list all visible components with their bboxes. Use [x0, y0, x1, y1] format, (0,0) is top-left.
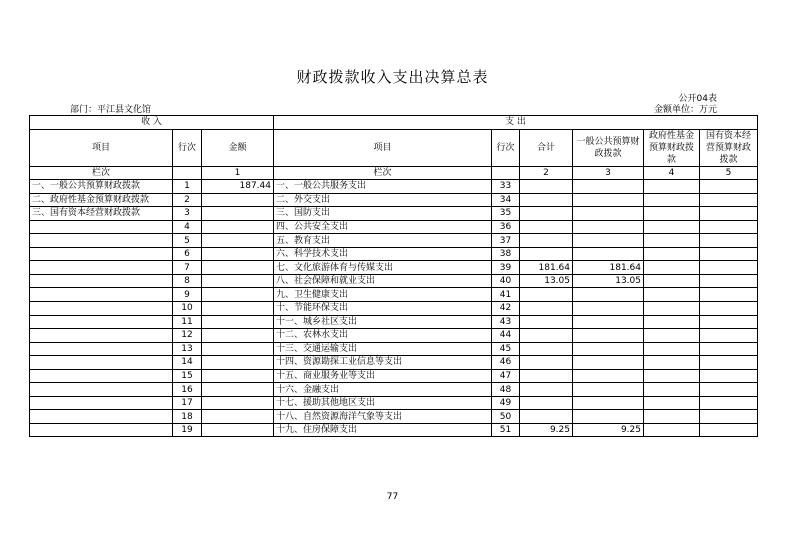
expense-item-cell: 十二、农林水支出: [274, 329, 492, 343]
total-cell: [520, 369, 573, 383]
page-title: 财政拨款收入支出决算总表: [296, 68, 489, 86]
total-cell: [520, 247, 573, 261]
table-row: [30, 247, 758, 261]
income-item-cell: [30, 315, 173, 329]
expense-item-cell: 六、科学技术支出: [274, 247, 492, 261]
gov-fund-cell: [644, 410, 700, 424]
expense-row-no-cell: 50: [492, 410, 520, 424]
gov-fund-cell: [644, 369, 700, 383]
income-row-no-cell: 9: [173, 288, 202, 302]
income-item-cell: [30, 234, 173, 248]
page-number: 77: [386, 492, 399, 502]
income-amount-cell: [202, 288, 274, 302]
expense-row-no-cell: 37: [492, 234, 520, 248]
state-capital-cell: [700, 342, 758, 356]
state-capital-cell: [700, 247, 758, 261]
table-row: [30, 180, 758, 194]
expense-row-no-cell: 48: [492, 383, 520, 397]
income-amount-cell: 187.44: [202, 180, 274, 194]
state-capital-cell: [700, 356, 758, 370]
gov-fund-header: 政府性基金预算财政拨款: [644, 129, 700, 166]
state-capital-cell: [700, 288, 758, 302]
expense-header: 支 出: [274, 116, 758, 130]
table-row: [30, 423, 758, 437]
income-amount-cell: [202, 410, 274, 424]
general-budget-cell: [573, 220, 644, 234]
gov-fund-cell: [644, 274, 700, 288]
expense-row-no-cell: 49: [492, 396, 520, 410]
state-capital-cell: [700, 410, 758, 424]
state-capital-cell: [700, 193, 758, 207]
income-row-no-cell: 14: [173, 356, 202, 370]
income-header: 收 入: [30, 116, 274, 130]
total-cell: [520, 302, 573, 316]
income-row-no-cell: 16: [173, 383, 202, 397]
column-index-blank: [173, 166, 202, 180]
total-cell: 9.25: [520, 423, 573, 437]
expense-item-cell: 二、外交支出: [274, 193, 492, 207]
general-budget-header: 一般公共预算财政拨款: [573, 129, 644, 166]
total-cell: [520, 410, 573, 424]
gov-fund-cell: [644, 234, 700, 248]
general-budget-cell: [573, 342, 644, 356]
state-capital-cell: [700, 383, 758, 397]
income-row-no-cell: 1: [173, 180, 202, 194]
gov-fund-cell: [644, 207, 700, 221]
expense-item-cell: 十、节能环保支出: [274, 302, 492, 316]
general-budget-cell: [573, 329, 644, 343]
expense-row-no-cell: 42: [492, 302, 520, 316]
income-amount-cell: [202, 329, 274, 343]
table-row: [30, 207, 758, 221]
table-row: [30, 220, 758, 234]
expense-row-no-cell: 33: [492, 180, 520, 194]
general-budget-cell: [573, 302, 644, 316]
department-label: 部门：平江县文化馆: [70, 105, 152, 115]
income-amount-cell: [202, 302, 274, 316]
total-cell: [520, 396, 573, 410]
income-item-cell: [30, 247, 173, 261]
income-row-no-cell: 2: [173, 193, 202, 207]
expense-item-cell: 九、卫生健康支出: [274, 288, 492, 302]
expense-row-no-cell: 43: [492, 315, 520, 329]
gov-fund-cell: [644, 423, 700, 437]
gov-fund-cell: [644, 356, 700, 370]
column-index-2: 2: [520, 166, 573, 180]
income-row-no-cell: 13: [173, 342, 202, 356]
total-cell: [520, 288, 573, 302]
expense-item-cell: 三、国防支出: [274, 207, 492, 221]
state-capital-cell: [700, 207, 758, 221]
income-item-cell: [30, 220, 173, 234]
income-item-cell: [30, 261, 173, 275]
total-cell: [520, 234, 573, 248]
expense-item-cell: 十六、金融支出: [274, 383, 492, 397]
expense-item-cell: 八、社会保障和就业支出: [274, 274, 492, 288]
income-amount-cell: [202, 261, 274, 275]
table-row: [30, 288, 758, 302]
income-item-header: 项目: [30, 129, 173, 166]
table-row: [30, 234, 758, 248]
column-index-5: 5: [700, 166, 758, 180]
general-budget-cell: [573, 356, 644, 370]
income-item-cell: [30, 288, 173, 302]
income-row-no-cell: 3: [173, 207, 202, 221]
state-capital-cell: [700, 329, 758, 343]
general-budget-cell: [573, 180, 644, 194]
total-cell: [520, 207, 573, 221]
expense-item-cell: 七、文化旅游体育与传媒支出: [274, 261, 492, 275]
expense-item-cell: 十八、自然资源海洋气象等支出: [274, 410, 492, 424]
state-capital-cell: [700, 302, 758, 316]
unit-label: 金额单位：万元: [653, 105, 717, 115]
gov-fund-cell: [644, 220, 700, 234]
table-row: [30, 356, 758, 370]
income-amount-cell: [202, 315, 274, 329]
income-amount-cell: [202, 383, 274, 397]
general-budget-cell: 181.64: [573, 261, 644, 275]
table-row: [30, 193, 758, 207]
income-item-cell: 三、国有资本经营财政拨款: [30, 207, 173, 221]
total-cell: 13.05: [520, 274, 573, 288]
income-row-no-cell: 7: [173, 261, 202, 275]
total-header: 合计: [520, 129, 573, 166]
income-item-cell: [30, 423, 173, 437]
expense-row-no-cell: 51: [492, 423, 520, 437]
expense-item-cell: 十五、商业服务业等支出: [274, 369, 492, 383]
total-cell: 181.64: [520, 261, 573, 275]
header-row-1: [30, 116, 758, 130]
general-budget-cell: [573, 288, 644, 302]
income-item-cell: [30, 274, 173, 288]
expense-row-no-cell: 46: [492, 356, 520, 370]
table-row: [30, 274, 758, 288]
general-budget-cell: [573, 410, 644, 424]
expense-row-no-cell: 34: [492, 193, 520, 207]
total-cell: [520, 329, 573, 343]
income-item-cell: 一、一般公共预算财政拨款: [30, 180, 173, 194]
income-row-no-cell: 5: [173, 234, 202, 248]
column-index-4: 4: [644, 166, 700, 180]
income-item-cell: [30, 410, 173, 424]
income-row-no-cell: 6: [173, 247, 202, 261]
gov-fund-cell: [644, 288, 700, 302]
gov-fund-cell: [644, 315, 700, 329]
income-row-no-cell: 11: [173, 315, 202, 329]
gov-fund-cell: [644, 180, 700, 194]
state-capital-cell: [700, 423, 758, 437]
gov-fund-cell: [644, 383, 700, 397]
expense-item-header: 项目: [274, 129, 492, 166]
gov-fund-cell: [644, 247, 700, 261]
income-item-cell: [30, 329, 173, 343]
gov-fund-cell: [644, 302, 700, 316]
expense-row-no-cell: 38: [492, 247, 520, 261]
gov-fund-cell: [644, 396, 700, 410]
table-row: [30, 302, 758, 316]
income-amount-cell: [202, 220, 274, 234]
expense-item-cell: 一、一般公共服务支出: [274, 180, 492, 194]
table-row: [30, 369, 758, 383]
expense-row-no-cell: 45: [492, 342, 520, 356]
income-row-no-cell: 4: [173, 220, 202, 234]
income-item-cell: [30, 302, 173, 316]
income-amount-cell: [202, 396, 274, 410]
state-capital-cell: [700, 180, 758, 194]
state-capital-cell: [700, 234, 758, 248]
income-row-no-cell: 19: [173, 423, 202, 437]
expense-row-no-cell: 44: [492, 329, 520, 343]
income-item-cell: [30, 342, 173, 356]
column-index-blank: [492, 166, 520, 180]
general-budget-cell: 13.05: [573, 274, 644, 288]
income-amount-header: 金额: [202, 129, 274, 166]
header-row-2: [30, 129, 758, 166]
general-budget-cell: [573, 369, 644, 383]
expense-item-cell: 五、教育支出: [274, 234, 492, 248]
general-budget-cell: [573, 193, 644, 207]
income-row-no-cell: 12: [173, 329, 202, 343]
general-budget-cell: [573, 207, 644, 221]
income-amount-cell: [202, 356, 274, 370]
table-row: [30, 396, 758, 410]
column-index-1: 1: [202, 166, 274, 180]
table-row: [30, 329, 758, 343]
expense-item-cell: 十九、住房保障支出: [274, 423, 492, 437]
total-cell: [520, 342, 573, 356]
general-budget-cell: [573, 234, 644, 248]
income-item-cell: [30, 369, 173, 383]
income-item-cell: [30, 356, 173, 370]
table-row: [30, 261, 758, 275]
column-label: 栏次: [30, 166, 173, 180]
general-budget-cell: 9.25: [573, 423, 644, 437]
column-index-3: 3: [573, 166, 644, 180]
state-capital-cell: [700, 315, 758, 329]
income-row-no-cell: 15: [173, 369, 202, 383]
state-capital-header: 国有资本经营预算财政拨款: [700, 129, 758, 166]
table-row: [30, 383, 758, 397]
income-row-no-header: 行次: [173, 129, 202, 166]
budget-table: [29, 115, 758, 437]
total-cell: [520, 315, 573, 329]
table-row: [30, 315, 758, 329]
income-row-no-cell: 8: [173, 274, 202, 288]
form-code: 公开04表: [678, 94, 717, 104]
total-cell: [520, 383, 573, 397]
gov-fund-cell: [644, 329, 700, 343]
expense-item-cell: 十一、城乡社区支出: [274, 315, 492, 329]
expense-item-cell: 十四、资源勘探工业信息等支出: [274, 356, 492, 370]
expense-row-no-cell: 35: [492, 207, 520, 221]
gov-fund-cell: [644, 342, 700, 356]
state-capital-cell: [700, 261, 758, 275]
expense-row-no-cell: 36: [492, 220, 520, 234]
expense-row-no-cell: 40: [492, 274, 520, 288]
state-capital-cell: [700, 396, 758, 410]
state-capital-cell: [700, 369, 758, 383]
column-index-row: [30, 166, 758, 180]
general-budget-cell: [573, 315, 644, 329]
total-cell: [520, 356, 573, 370]
expense-item-cell: 四、公共安全支出: [274, 220, 492, 234]
income-amount-cell: [202, 207, 274, 221]
gov-fund-cell: [644, 261, 700, 275]
income-item-cell: [30, 383, 173, 397]
income-row-no-cell: 18: [173, 410, 202, 424]
income-amount-cell: [202, 369, 274, 383]
general-budget-cell: [573, 396, 644, 410]
state-capital-cell: [700, 220, 758, 234]
income-item-cell: [30, 396, 173, 410]
expense-item-cell: 十七、援助其他地区支出: [274, 396, 492, 410]
table-row: [30, 410, 758, 424]
total-cell: [520, 193, 573, 207]
general-budget-cell: [573, 383, 644, 397]
gov-fund-cell: [644, 193, 700, 207]
general-budget-cell: [573, 247, 644, 261]
income-row-no-cell: 17: [173, 396, 202, 410]
expense-row-no-cell: 41: [492, 288, 520, 302]
income-amount-cell: [202, 193, 274, 207]
income-item-cell: 二、政府性基金预算财政拨款: [30, 193, 173, 207]
income-amount-cell: [202, 342, 274, 356]
expense-row-no-cell: 39: [492, 261, 520, 275]
income-amount-cell: [202, 274, 274, 288]
income-amount-cell: [202, 247, 274, 261]
expense-item-cell: 十三、交通运输支出: [274, 342, 492, 356]
expense-row-no-header: 行次: [492, 129, 520, 166]
total-cell: [520, 180, 573, 194]
income-amount-cell: [202, 423, 274, 437]
column-label: 栏次: [274, 166, 492, 180]
income-amount-cell: [202, 234, 274, 248]
state-capital-cell: [700, 274, 758, 288]
income-row-no-cell: 10: [173, 302, 202, 316]
expense-row-no-cell: 47: [492, 369, 520, 383]
total-cell: [520, 220, 573, 234]
table-row: [30, 342, 758, 356]
